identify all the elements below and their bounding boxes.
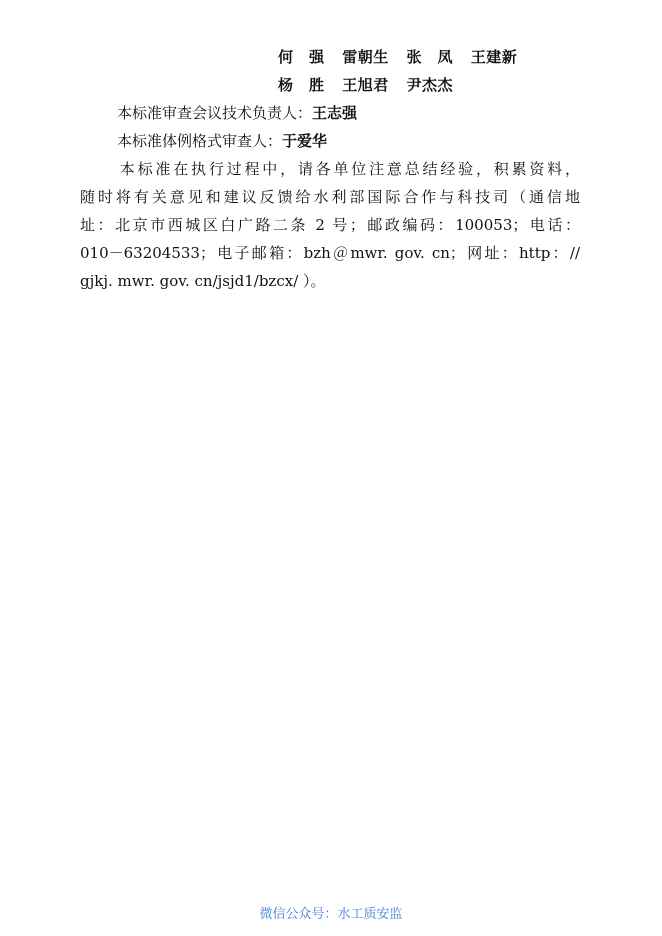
footer-watermark: 微信公众号：水工质安监	[259, 907, 403, 922]
committee-name: 杨 胜	[278, 76, 325, 94]
format-reviewer-line	[117, 130, 327, 151]
feedback-paragraph	[80, 155, 580, 295]
paragraph-line: 010－63204533；电子邮箱：bzh＠mwr. gov. cn；网址：http：//	[80, 244, 580, 262]
committee-name: 张 凤	[406, 48, 454, 66]
technical-reviewer-name: 王志强	[312, 104, 358, 122]
format-reviewer-name: 于爱华	[282, 132, 328, 150]
committee-names-row-2	[278, 74, 465, 95]
committee-name: 王旭君	[342, 76, 389, 94]
committee-name: 雷朝生	[342, 48, 389, 66]
paragraph-line: 址：北京市西城区白广路二条 2 号；邮政编码：100053；电话：	[80, 216, 580, 234]
format-reviewer-label: 本标准体例格式审查人：	[117, 132, 283, 150]
committee-name: 何 强	[278, 48, 325, 66]
paragraph-line: 随时将有关意见和建议反馈给水利部国际合作与科技司（通信地	[80, 188, 580, 206]
committee-name: 尹杰杰	[406, 76, 454, 94]
committee-name: 王建新	[470, 48, 518, 66]
paragraph-line: gjkj. mwr. gov. cn/jsjd1/bzcx/ ）。	[80, 272, 326, 290]
technical-reviewer-label: 本标准审查会议技术负责人：	[117, 104, 313, 122]
technical-reviewer-line	[117, 102, 357, 123]
paragraph-line	[80, 155, 580, 183]
committee-names-row-1	[278, 46, 529, 67]
paragraph-line-text: 本标准在执行过程中，请各单位注意总结经验，积累资料，	[117, 160, 580, 178]
